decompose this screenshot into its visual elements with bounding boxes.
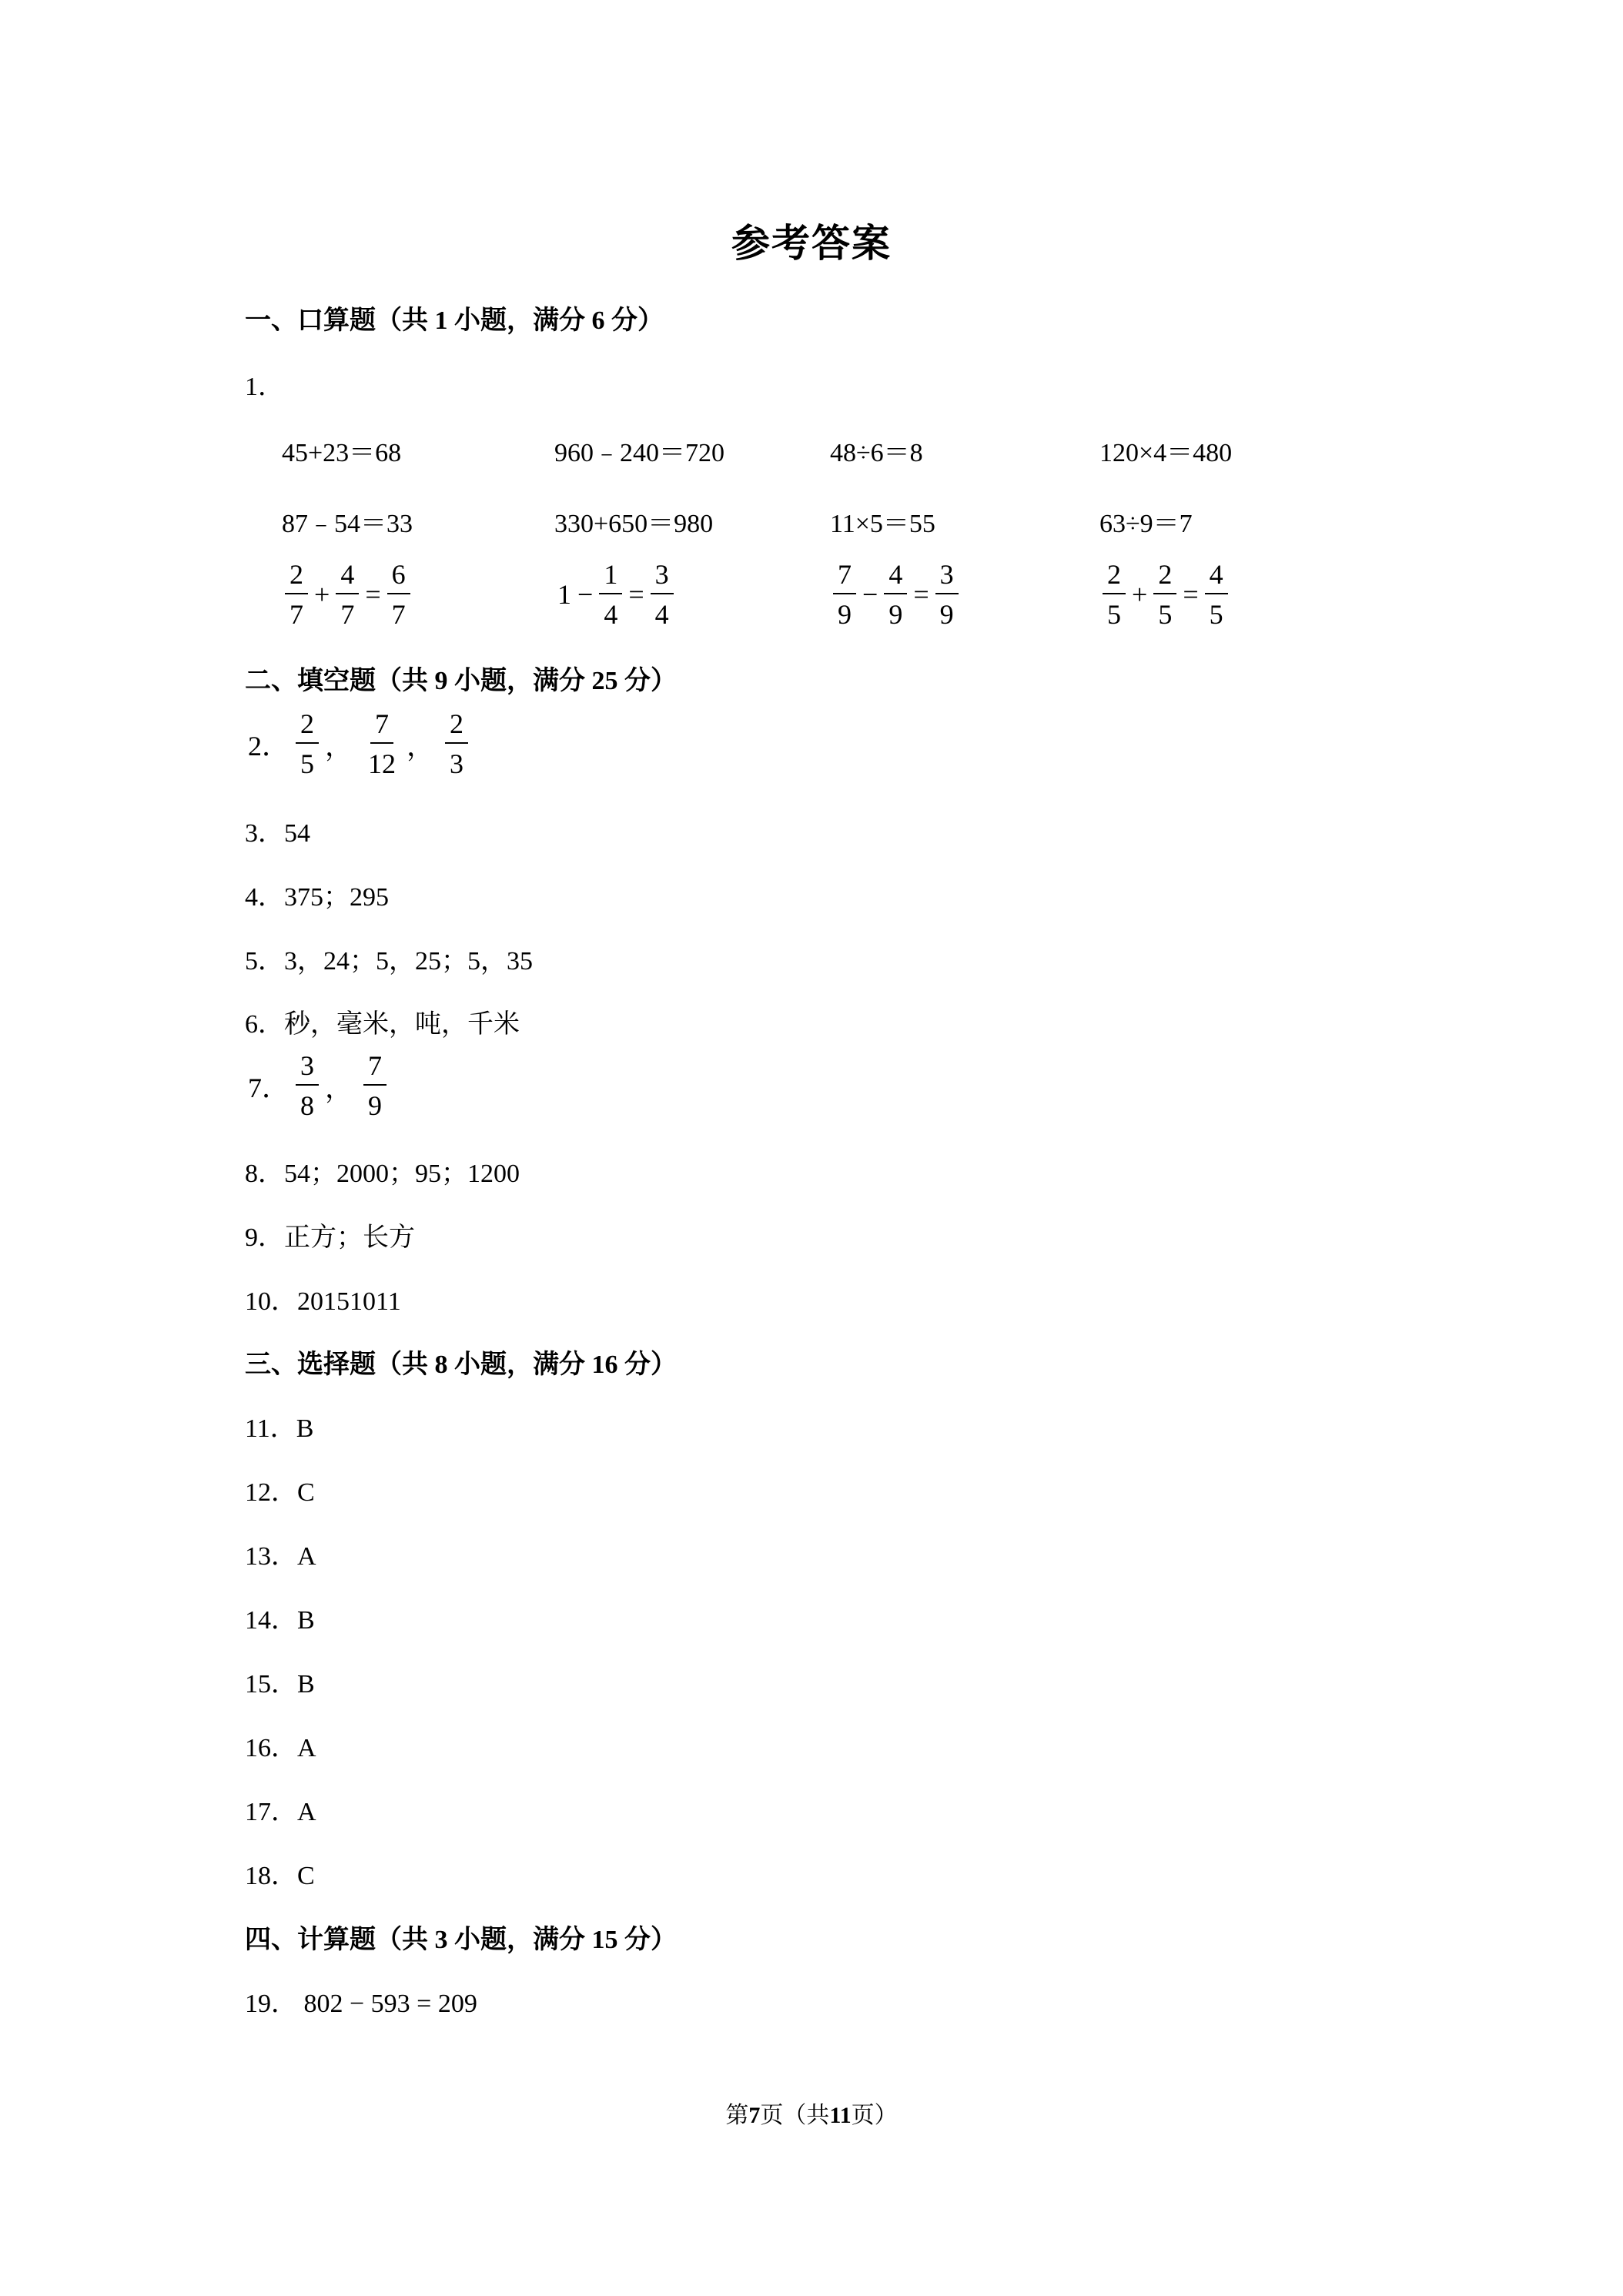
fraction: $\frac{2}{5}$ bbox=[1153, 561, 1176, 628]
answer-6: 6．秒，毫米，吨，千米 bbox=[245, 1010, 520, 1039]
fraction-equation bbox=[282, 561, 413, 628]
oral-answer: 45+23＝68 bbox=[282, 439, 402, 467]
page-number: 7 bbox=[748, 2103, 761, 2128]
footer-prefix: 第 bbox=[725, 2103, 749, 2128]
answer-15: 15．B bbox=[245, 1670, 315, 1699]
page-title: 参考答案 bbox=[731, 222, 892, 265]
oral-answer: 87﹣54＝33 bbox=[282, 510, 413, 538]
question-number: 7． bbox=[248, 1072, 290, 1103]
equals-sign: = bbox=[913, 579, 929, 610]
fraction: $\frac{2}{7}$ bbox=[285, 561, 308, 628]
fraction: $\frac{2}{5}$ bbox=[296, 710, 319, 778]
answer-19: 19． 802 − 593 = 209 bbox=[245, 1990, 477, 2018]
fraction: $\frac{7}{9}$ bbox=[363, 1052, 387, 1120]
fraction: $\frac{3}{8}$ bbox=[296, 1052, 319, 1120]
oral-answer: 330+650＝980 bbox=[554, 510, 714, 538]
question-number: 2． bbox=[248, 730, 290, 761]
oral-answer: 48÷6＝8 bbox=[830, 439, 923, 467]
plus-sign: + bbox=[1132, 579, 1148, 610]
minus-sign: − bbox=[577, 579, 594, 610]
answer-5: 5．3，24；5，25；5，35 bbox=[245, 947, 533, 976]
equals-sign: = bbox=[1183, 579, 1199, 610]
fraction: $\frac{1}{4}$ bbox=[599, 561, 622, 628]
answer-14: 14．B bbox=[245, 1606, 315, 1635]
answer-2 bbox=[245, 710, 471, 778]
fraction: $\frac{7}{12}$ bbox=[368, 708, 397, 779]
answer-7 bbox=[245, 1052, 390, 1120]
oral-answer: 11×5＝55 bbox=[830, 510, 935, 538]
fraction: $\frac{7}{9}$ bbox=[833, 561, 856, 628]
q1-label: 1． bbox=[245, 373, 284, 401]
fraction: $\frac{4}{7}$ bbox=[336, 561, 359, 628]
answer-9: 9．正方；长方 bbox=[245, 1223, 415, 1252]
answer-17: 17．A bbox=[245, 1798, 316, 1826]
section-heading-3: 三、选择题（共 8 小题，满分 16 分） bbox=[245, 1350, 677, 1379]
answer-8: 8．54；2000；95；1200 bbox=[245, 1160, 520, 1188]
answer-13: 13．A bbox=[245, 1542, 316, 1571]
fraction: $\frac{3}{4}$ bbox=[651, 561, 674, 628]
fraction: $\frac{6}{7}$ bbox=[387, 561, 410, 628]
answer-12: 12．C bbox=[245, 1478, 315, 1507]
section-heading-1: 一、口算题（共 1 小题，满分 6 分） bbox=[245, 306, 664, 335]
fraction: $\frac{3}{9}$ bbox=[935, 561, 959, 628]
separator: ， bbox=[407, 730, 435, 761]
answer-11: 11．B bbox=[245, 1414, 314, 1443]
separator: ， bbox=[325, 1072, 353, 1103]
section-heading-2: 二、填空题（共 9 小题，满分 25 分） bbox=[245, 667, 677, 695]
fraction: $\frac{4}{9}$ bbox=[884, 561, 907, 628]
fraction: $\frac{2}{5}$ bbox=[1103, 561, 1126, 628]
fraction: $\frac{2}{3}$ bbox=[445, 710, 468, 778]
separator: ， bbox=[325, 730, 353, 761]
oral-answer: 960﹣240＝720 bbox=[554, 439, 724, 467]
equals-sign: = bbox=[365, 579, 381, 610]
equals-sign: = bbox=[628, 579, 644, 610]
answer-18: 18．C bbox=[245, 1862, 315, 1890]
section-heading-4: 四、计算题（共 3 小题，满分 15 分） bbox=[245, 1926, 677, 1954]
oral-answer: 63÷9＝7 bbox=[1099, 510, 1193, 538]
fraction: $\frac{4}{5}$ bbox=[1205, 561, 1228, 628]
fraction-equation bbox=[830, 561, 962, 628]
fraction-equation bbox=[554, 561, 677, 628]
total-pages: 11 bbox=[829, 2103, 852, 2128]
answer-10: 10．20151011 bbox=[245, 1287, 401, 1316]
whole-number: 1 bbox=[557, 579, 571, 610]
minus-sign: − bbox=[862, 579, 878, 610]
oral-answer: 120×4＝480 bbox=[1099, 439, 1233, 467]
footer-suffix: 页） bbox=[851, 2103, 898, 2128]
fraction-equation bbox=[1099, 561, 1231, 628]
answer-3: 3．54 bbox=[245, 819, 310, 848]
footer-middle: 页（共 bbox=[760, 2103, 830, 2128]
plus-sign: + bbox=[314, 579, 330, 610]
answer-4: 4．375；295 bbox=[245, 883, 389, 912]
page-footer bbox=[0, 2096, 1623, 2130]
answer-16: 16．A bbox=[245, 1734, 316, 1762]
